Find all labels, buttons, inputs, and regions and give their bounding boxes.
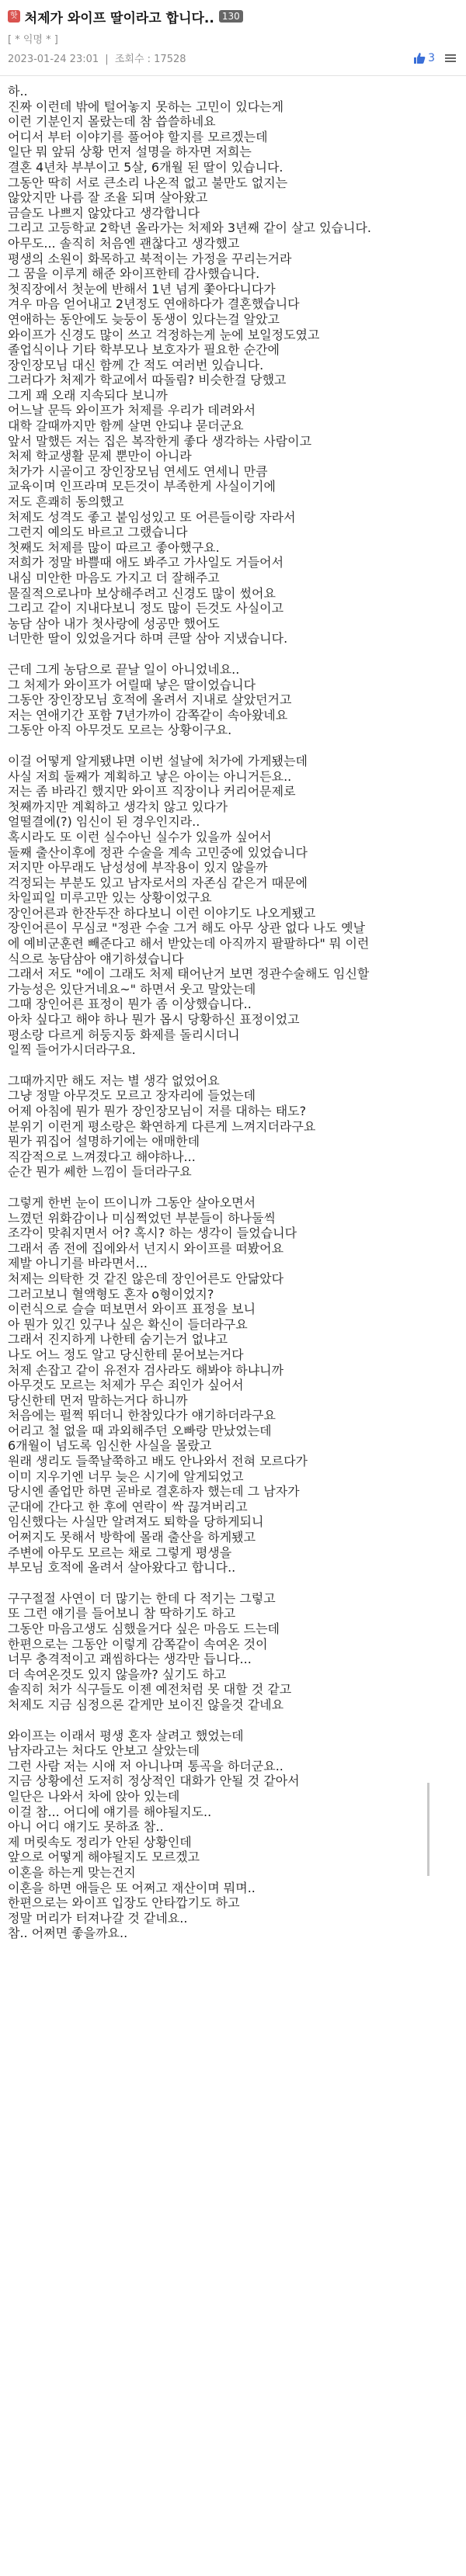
post-text-line: 그때까지만 해도 저는 별 생각 없었어요 [8,1073,220,1088]
post-text-line: 뭔가 꿔집어 설명하기에는 애매한데 [8,1134,200,1149]
menu-icon[interactable] [444,52,457,64]
post-text-line: 저는 연애기간 포함 7년가까이 감쪽같이 속아왔네요 [8,707,288,723]
post-text-line: 장인어른이 무심코 "정관 수술 그거 해도 아무 상관 없다 나도 옛날 [8,920,366,936]
post-text-line: 제 머릿속도 정리가 안된 상황인데 [8,1834,192,1850]
post-text-line: 그래서 진지하게 나한테 숨기는거 없냐고 [8,1332,228,1347]
post-text-line: 그때 장인어른 표정이 뭔가 좀 이상했습니다.. [8,997,252,1012]
post-text-line: 직감적으로 느껴졌다고 해야하나... [8,1149,196,1164]
post-text-line: 아무것도 모르는 처제가 무슨 죄인가 싶어서 [8,1378,244,1393]
post-text-line: 와이프가 신경도 많이 쓰고 걱정하는게 눈에 보일정도였고 [8,327,320,342]
post-text-line: 임신했다는 사실만 알려져도 퇴학을 당하게되니 [8,1514,264,1530]
post-paragraph [8,1073,458,1180]
post-text-line: 사실 저희 둘째가 계획하고 낳은 아이는 아니거든요.. [8,768,292,784]
post-text-line: 그리고 같이 지내다보니 정도 많이 든것도 사실이고 [8,601,284,616]
post-header [0,0,466,76]
post-text-line: 앞으로 어떻게 해야될지도 모르겠고 [8,1850,200,1865]
post-text-line: 어디서 부터 이야기를 풀어야 할지를 모르겠는데 [8,129,268,144]
post-views: 조회수 : 17528 [114,54,186,65]
post-text-line: 당시엔 졸업만 하면 곧바로 결혼하자 했는데 그 남자가 [8,1484,300,1499]
post-text-line: 분위기 이런게 평소랑은 확연하게 다른게 느껴지더라구요 [8,1118,316,1134]
post-text-line: 이걸 어떻게 알게됐냐면 이번 설날에 처가에 가게됐는데 [8,753,308,768]
post-text-line: 어리고 철 없을 때 과외해주던 오빠랑 만났었는데 [8,1423,272,1438]
post-text-line: 그동안 장인장모님 호적에 올려서 지내로 살았던거고 [8,692,292,708]
post-text-line: 대학 갈때까지만 함께 살면 안되냐 묻더군요 [8,418,244,434]
post-text-line: 저지만 아무래도 남성성에 부작용이 있지 않을까 [8,860,268,875]
post-text-line: 나도 어느 정도 알고 당신한테 묻어보는거다 [8,1347,244,1362]
post-text-line: 졸업식이나 기타 학부모나 보호자가 필요한 순간에 [8,342,280,358]
post-text-line: 물질적으로나마 보상해주려고 신경도 많이 썼어요 [8,585,276,601]
post-text-line: 일단은 나와서 차에 앉아 있는데 [8,1788,180,1804]
post-text-line: 와이프는 이래서 평생 혼자 살려고 했었는데 [8,1728,244,1743]
post-text-line: 이미 지우기엔 너무 늦은 시기에 알게되었고 [8,1468,244,1484]
post-text-line: 어느날 문득 와이프가 처제를 우리가 데려와서 [8,403,256,418]
meta-row [8,50,457,65]
post-text-line: 그냥 정말 아무것도 모르고 장자리에 들었는데 [8,1088,256,1104]
post-paragraph [8,1728,458,1941]
post-text-line: 처제 학교생활 문제 뿐만이 아니라 [8,449,192,464]
post-text-line: 걱정되는 부분도 있고 남자로서의 자존심 같은거 때문에 [8,875,308,890]
post-text-line: 아차 싶다고 해야 하나 뭔가 몹시 당황하신 표정이었고 [8,1012,300,1028]
post-text-line: 겨우 마음 얻어내고 2년정도 연애하다가 결혼했습니다 [8,296,300,312]
post-text-line: 그래서 저도 "에이 그래도 처제 태어난거 보면 정관수술해도 임신할 [8,966,370,982]
post-text-line: 결혼 4년차 부부이고 5살, 6개월 된 딸이 있습니다. [8,159,283,175]
post-title: 처제가 와이프 딸이라고 합니다.. [24,10,214,26]
post-text-line: 내심 미안한 마음도 가지고 더 잘해주고 [8,570,220,585]
post-text-line: 그렇게 한번 눈이 뜨이니까 그동안 살아오면서 [8,1194,256,1210]
post-paragraph [8,1195,458,1576]
post-text-line: 저도 흔쾌히 동의했고 [8,494,124,510]
post-text-line: 느꼈던 위화감이나 미심쩍었던 부분들이 하나둘씩 [8,1210,276,1226]
post-text-line: 일찍 들어가시더라구요. [8,1042,136,1058]
post-text-line: 이걸 참... 어디에 얘기를 해야될지도.. [8,1804,212,1819]
post-text-line: 농담 삼아 내가 첫사랑에 성공만 했어도 [8,615,220,631]
post-text-line: 그게 꽤 오래 지속되다 보니까 [8,387,168,403]
post-text-line: 원래 생리도 들쭉날쭉하고 배도 안나와서 전혀 모르다가 [8,1454,308,1469]
post-text-line: 그러다가 처제가 학교에서 따돌림? 비슷한걸 당했고 [8,373,287,388]
post-text-line: 또 그런 얘기를 들어보니 참 딱하기도 하고 [8,1606,236,1621]
like-button[interactable] [413,52,435,64]
post-text-line: 그동안 딱히 서로 큰소리 나온적 없고 불만도 없지는 [8,175,288,190]
post-datetime: 2023-01-24 23:01 [8,54,99,65]
post-text-line: 처음에는 펄쩍 뛰더니 한참있다가 얘기하더라구요 [8,1408,276,1423]
post-text-line: 평소랑 다르게 허둥지둥 화제를 돌리시더니 [8,1027,240,1042]
post-text-line: 정말 머리가 터져나갈 것 같네요.. [8,1910,188,1926]
post-text-line: 장인장모님 대신 함께 간 적도 여러번 있습니다. [8,357,264,373]
post-text-line: 지금 상황에선 도저히 정상적인 대화가 안될 것 같아서 [8,1773,300,1789]
scroll-indicator [427,1783,429,1876]
post-text-line: 이런 기분인지 몰랐는데 참 씁쓸하네요 [8,114,216,130]
like-count: 3 [428,51,435,64]
post-text-line: 솔직히 처가 식구들도 이젠 예전처럼 못 대할 것 같고 [8,1682,292,1697]
post-text-line: 참.. 어쩌면 좋을까요.. [8,1926,128,1941]
post-body [0,76,466,1941]
post-text-line: 그런지 예의도 바르고 그랬습니다 [8,525,188,540]
post-text-line: 제발 아니기를 바라면서... [8,1256,148,1271]
post-text-line: 이런식으로 슬슬 떠보면서 와이프 표정을 보니 [8,1302,256,1317]
post-text-line: 진짜 이런데 밖에 털어놓지 못하는 고민이 있다는게 [8,99,284,114]
post-text-line: 더 속여온것도 있지 않을까? 싶기도 하고 [8,1666,227,1682]
post-text-line: 가능성은 있단거네요~" 하면서 웃고 말았는데 [8,981,256,997]
post-text-line: 이혼을 하는게 맞는건지 [8,1864,136,1880]
post-text-line: 일단 뭐 앞뒤 상황 먼저 설명을 하자면 저희는 [8,144,252,160]
meta-info [8,50,190,65]
post-text-line: 남자라고는 처다도 안보고 살았는데 [8,1743,200,1759]
post-text-line: 구구절절 사연이 더 많기는 한데 다 적기는 그렇고 [8,1590,276,1606]
hot-badge: 핫 [8,10,20,23]
post-text-line: 부모님 호적에 올려서 살아왔다고 합니다.. [8,1560,236,1576]
post-text-line: 너만한 딸이 있었을거다 하며 큰딸 삼아 지냈습니다. [8,631,288,647]
post-author: [ * 익명 * ] [8,34,58,46]
post-text-line: 어쩌지도 못해서 방학에 몰래 출산을 하게됐고 [8,1530,256,1545]
post-text-line: 처제 손잡고 같이 유전자 검사라도 해봐야 하냐니까 [8,1362,284,1378]
post-text-line: 그 처제가 와이프가 어릴때 낳은 딸이었습니다 [8,677,256,692]
post-text-line: 첫직장에서 첫눈에 반해서 1년 넘게 쫓아다니다가 [8,281,276,296]
meta-separator: | [105,54,109,65]
post-text-line: 그리고 고등학교 2학년 올라가는 처제와 3년째 같이 살고 있습니다. [8,220,371,236]
post-text-line: 처가가 시골이고 장인장모님 연세도 연세니 만큼 [8,463,268,479]
post-text-line: 앞서 말했든 저는 집은 복작한게 좋다 생각하는 사람이고 [8,433,312,449]
post-text-line: 아 뭔가 있긴 있구나 싶은 확신이 들더라구요 [8,1316,248,1332]
post-text-line: 장인어른과 한잔두잔 하다보니 이런 이야기도 나오게됐고 [8,905,316,920]
post-text-line: 이혼을 하면 애들은 또 어쩌고 재산이며 뭐며.. [8,1880,256,1895]
post-text-line: 군대에 간다고 한 후에 연락이 싹 끊겨버리고 [8,1499,248,1514]
post-text-line: 근데 그게 농담으로 끝날 일이 아니었네요.. [8,661,240,677]
post-text-line: 당신한테 먼저 말하는거다 하니까 [8,1392,188,1408]
post-text-line: 순간 뭔가 쎄한 느낌이 들더라구요 [8,1164,192,1180]
post-text-line: 한편으로는 그동안 이렇게 감쪽같이 속여온 것이 [8,1636,268,1652]
comment-count[interactable]: 130 [219,10,243,23]
post-text-line: 첫째까지만 계획하고 생각치 않고 있다가 [8,799,228,814]
post-text-line: 둘째 출산이후에 정관 수술을 계속 고민중에 있었습니다 [8,844,308,860]
post-text-line: 평생의 소원이 화목하고 북적이는 가정을 꾸리는거라 [8,251,292,266]
post-text-line: 그 꿈을 이루게 해준 와이프한테 감사했습니다. [8,266,260,282]
post-text-line: 금슬도 나쁘지 않았다고 생각합니다 [8,205,200,220]
post-text-line: 그동안 아직 아무것도 모르는 상황이구요. [8,723,232,738]
post-text-line: 혹시라도 또 이런 실수아닌 실수가 있을까 싶어서 [8,829,272,844]
post-text-line: 아니 어디 얘기도 못하죠 참.. [8,1819,164,1835]
post-text-line: 저는 좀 바라긴 했지만 와이프 직장이나 커리어문제로 [8,784,296,799]
post-text-line: 어제 아침에 뭔가 뭔가 장인장모님이 저를 대하는 태도? [8,1104,307,1118]
post-text-line: 조각이 맞춰지면서 어? 혹시? 하는 생각이 들었습니다 [8,1226,297,1241]
post-text-line: 너무 충격적이고 괘씸하다는 생각만 듭니다... [8,1652,252,1667]
post-text-line: 그런 사람 저는 시애 저 아니나며 통곡을 하더군요.. [8,1758,283,1773]
post-text-line: 않았지만 나름 잘 조율 되며 살아왔고 [8,190,208,206]
post-text-line: 첫째도 처제를 많이 따르고 좋아했구요. [8,539,220,555]
post-paragraph [8,84,458,647]
meta-actions [413,52,457,64]
post-text-line: 그러고보니 혈액형도 혼자 o형이었지? [8,1286,214,1302]
post-text-line: 한편으로는 와이프 입장도 안타깝기도 하고 [8,1895,240,1911]
post-text-line: 에 예비군훈련 빼준다고 해서 받았는데 아직까지 팔팔하다" 뭐 이런 [8,936,370,952]
post-text-line: 연애하는 동안에도 늦둥이 동생이 있다는걸 알았고 [8,311,280,327]
post-text-line: 그래서 좀 전에 집에와서 넌지시 와이프를 떠봤어요 [8,1240,284,1256]
post-text-line: 처제도 성격도 좋고 붙임성있고 또 어른들이랑 자라서 [8,509,296,525]
post-text-line: 차일피일 미루고만 있는 상황이었구요 [8,890,212,906]
post-paragraph [8,754,458,1058]
post-text-line: 주변에 아무도 모르는 채로 그렇게 평생을 [8,1545,232,1560]
post-text-line: 하.. [8,84,28,99]
post-text-line: 식으로 농담삼아 얘기하셨습니다 [8,951,184,966]
post-paragraph [8,662,458,738]
post-text-line: 저희가 정말 바쁠때 애도 봐주고 가사일도 거들어서 [8,555,284,570]
post-text-line: 6개월이 넘도록 임신한 사실을 몰랐고 [8,1438,212,1454]
post-paragraph [8,1591,458,1713]
post-text-line: 그동안 마음고생도 심했을거다 싶은 마음도 드는데 [8,1621,280,1636]
title-row [8,8,457,25]
post-text-line: 얼떨결에(?) 임신이 된 경우인지라.. [8,814,200,830]
post-text-line: 처제는 의탁한 것 같진 않은데 장인어른도 안닮았다 [8,1271,284,1286]
post-text-line: 교육이며 인프라며 모든것이 부족한게 사실이기에 [8,479,276,494]
post-text-line: 아무도... 솔직히 처음엔 괜찮다고 생각했고 [8,235,240,251]
thumb-up-icon [413,52,426,64]
post-text-line: 처제도 지금 심정으론 같게만 보이진 않을것 같네요 [8,1697,284,1712]
